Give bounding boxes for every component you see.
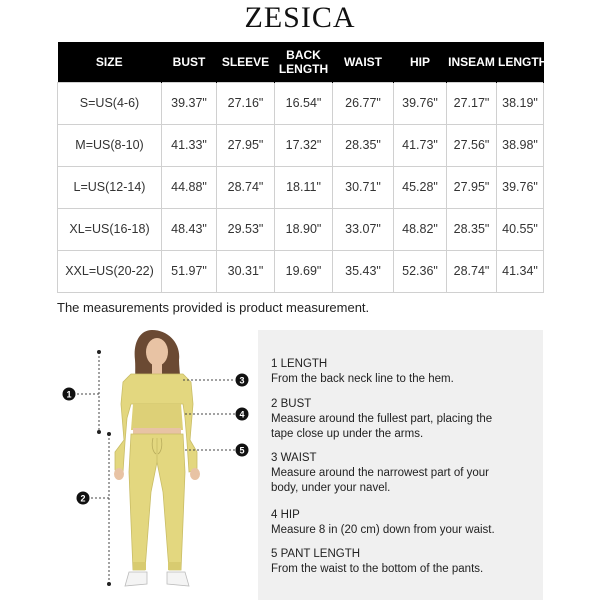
model-shoe-left xyxy=(125,572,147,586)
cell-sleeve: 29.53" xyxy=(217,208,275,250)
cell-size: XL=US(16-18) xyxy=(58,208,162,250)
svg-text:4: 4 xyxy=(239,409,245,420)
cell-length: 41.34" xyxy=(497,250,544,292)
cell-waist: 30.71" xyxy=(333,166,394,208)
table-row xyxy=(58,208,544,250)
guide-bust xyxy=(271,397,511,442)
cell-back-length: 18.90" xyxy=(275,208,333,250)
cell-inseam: 27.95" xyxy=(447,166,497,208)
cell-hip: 39.76" xyxy=(394,82,447,124)
guide-length-title: 1 LENGTH xyxy=(271,358,328,370)
guide-bust-desc: Measure around the fullest part, placing the tape close up under the arms. xyxy=(271,413,493,440)
header-waist: WAIST xyxy=(333,42,394,82)
guide-waist-desc: Measure around the narrowest part of your body, under your navel. xyxy=(271,467,489,494)
marker-3 xyxy=(236,374,249,387)
cell-back-length: 18.11" xyxy=(275,166,333,208)
cell-size: M=US(8-10) xyxy=(58,124,162,166)
cell-hip: 41.73" xyxy=(394,124,447,166)
model-figure xyxy=(57,322,257,600)
cell-size: XXL=US(20-22) xyxy=(58,250,162,292)
cell-hip: 52.36" xyxy=(394,250,447,292)
guide-waist xyxy=(271,451,501,496)
guide-waist-title: 3 WAIST xyxy=(271,452,317,464)
cell-back-length: 17.32" xyxy=(275,124,333,166)
cell-inseam: 27.17" xyxy=(447,82,497,124)
measurement-guide-panel xyxy=(258,330,543,600)
cell-length: 40.55" xyxy=(497,208,544,250)
svg-text:3: 3 xyxy=(239,375,245,386)
table-row xyxy=(58,82,544,124)
cell-length: 39.76" xyxy=(497,166,544,208)
guide-pant-length-desc: From the waist to the bottom of the pants. xyxy=(271,563,484,575)
guide-pant-length xyxy=(271,547,531,577)
cell-sleeve: 27.95" xyxy=(217,124,275,166)
cell-hip: 45.28" xyxy=(394,166,447,208)
cell-sleeve: 28.74" xyxy=(217,166,275,208)
cell-sleeve: 27.16" xyxy=(217,82,275,124)
cell-waist: 28.35" xyxy=(333,124,394,166)
size-chart-table xyxy=(57,42,548,293)
table-row xyxy=(58,166,544,208)
cell-bust: 44.88" xyxy=(162,166,217,208)
marker-2 xyxy=(77,492,90,505)
guide-length-desc: From the back neck line to the hem. xyxy=(271,373,454,385)
svg-text:2: 2 xyxy=(80,493,86,504)
marker-4 xyxy=(236,408,249,421)
svg-text:1: 1 xyxy=(66,389,72,400)
cell-inseam: 28.74" xyxy=(447,250,497,292)
cell-bust: 39.37" xyxy=(162,82,217,124)
guide-hip-desc: Measure 8 in (20 cm) down from your waist. xyxy=(271,524,495,536)
guide-hip xyxy=(271,508,531,538)
cell-sleeve: 30.31" xyxy=(217,250,275,292)
measurement-note: The measurements provided is product measurement. xyxy=(57,300,370,315)
cell-inseam: 27.56" xyxy=(447,124,497,166)
cell-waist: 26.77" xyxy=(333,82,394,124)
guide-pant-length-title: 5 PANT LENGTH xyxy=(271,548,361,560)
header-inseam: INSEAM xyxy=(447,42,497,82)
model-shoe-right xyxy=(167,572,189,586)
cell-hip: 48.82" xyxy=(394,208,447,250)
model-face xyxy=(146,338,168,366)
header-hip: HIP xyxy=(394,42,447,82)
header-sleeve: SLEEVE xyxy=(217,42,275,82)
marker-5 xyxy=(236,444,249,457)
table-row xyxy=(58,250,544,292)
cell-waist: 35.43" xyxy=(333,250,394,292)
cell-back-length: 19.69" xyxy=(275,250,333,292)
header-size: SIZE xyxy=(58,42,162,82)
guide-hip-title: 4 HIP xyxy=(271,509,300,521)
svg-text:5: 5 xyxy=(239,445,245,456)
cell-size: S=US(4-6) xyxy=(58,82,162,124)
cell-length: 38.19" xyxy=(497,82,544,124)
cell-inseam: 28.35" xyxy=(447,208,497,250)
header-bust: BUST xyxy=(162,42,217,82)
cell-bust: 51.97" xyxy=(162,250,217,292)
marker-1 xyxy=(63,388,76,401)
cell-size: L=US(12-14) xyxy=(58,166,162,208)
cell-waist: 33.07" xyxy=(333,208,394,250)
table-row xyxy=(58,124,544,166)
cell-back-length: 16.54" xyxy=(275,82,333,124)
cell-bust: 41.33" xyxy=(162,124,217,166)
guide-bust-title: 2 BUST xyxy=(271,398,312,410)
table-header-row xyxy=(58,42,544,82)
guide-length xyxy=(271,357,511,387)
header-back-length: BACK LENGTH xyxy=(275,42,333,82)
brand-logo: ZESICA xyxy=(244,1,356,34)
cell-bust: 48.43" xyxy=(162,208,217,250)
cell-length: 38.98" xyxy=(497,124,544,166)
header-length: LENGTH xyxy=(497,42,544,82)
model-illustration xyxy=(57,322,257,600)
